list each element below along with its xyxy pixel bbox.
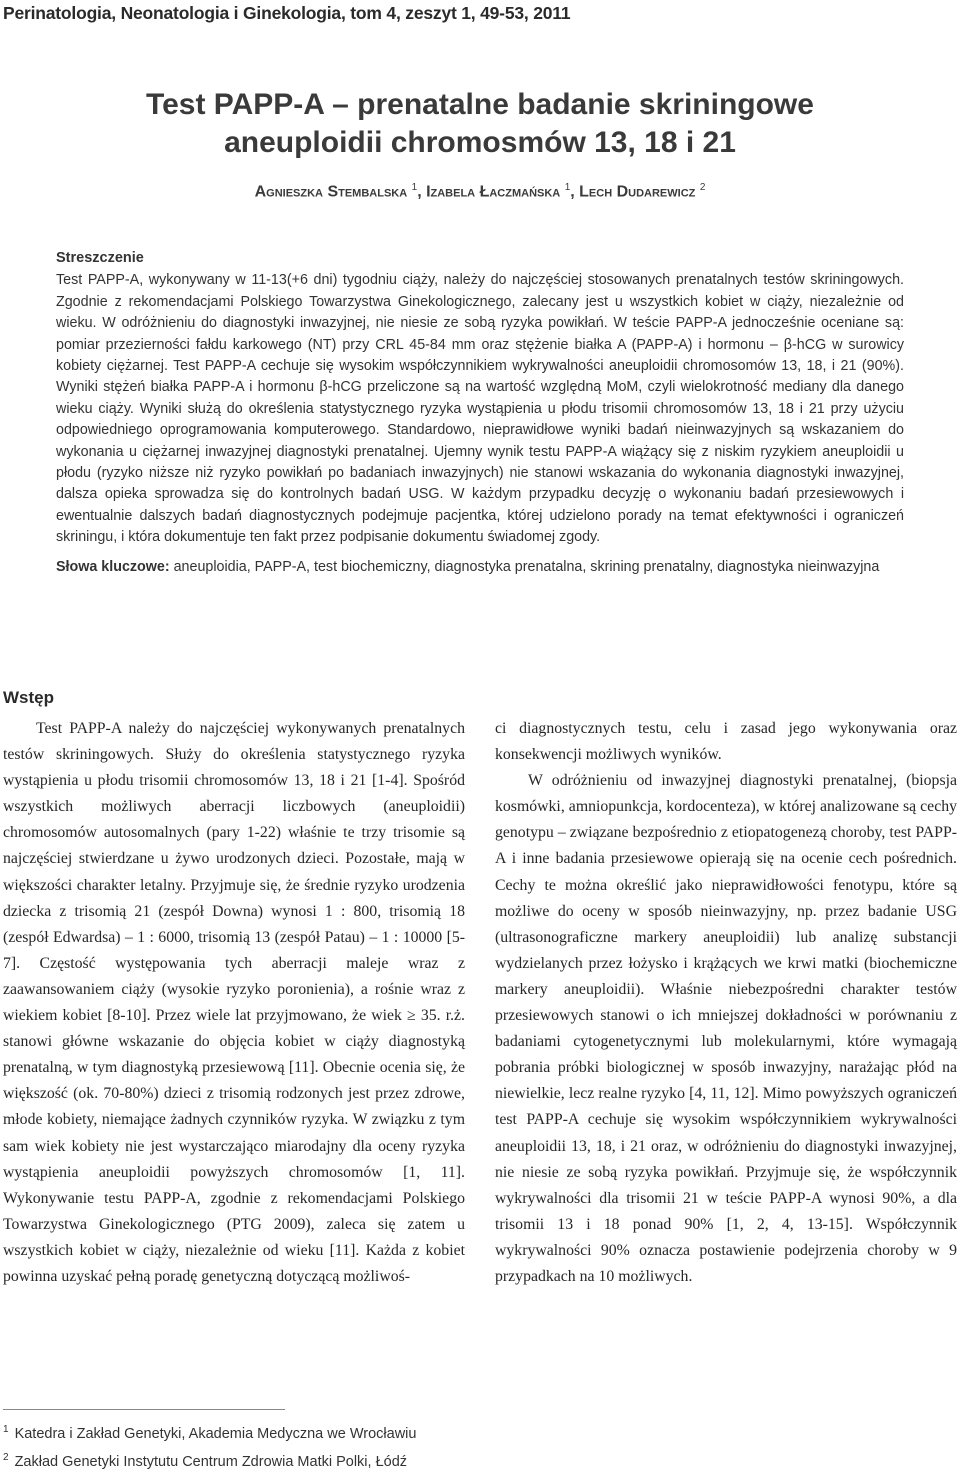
footnotes bbox=[3, 1418, 703, 1474]
body-column-right bbox=[495, 716, 957, 1290]
article-title bbox=[100, 86, 860, 162]
author-affiliation-mark: 2 bbox=[699, 182, 706, 193]
title-line-1: Test PAPP-A – prenatalne badanie skriningowe bbox=[146, 88, 814, 121]
abstract-body: Test PAPP-A, wykonywany w 11-13(+6 dni) tygodniu ciąży, należy do najczęściej stosowanych prenatalnych testów skriningowych. Zgodnie z rekomendacjami Polskiego Towarzystwa Ginekologicznego, zalecany jest u wszystkich kobiet w ciąży, niezależnie od wieku. W odróżnieniu do diagnostyki inwazyjnej, nie niesie ze sobą ryzyka powikłań. W teście PAPP-A jednocześnie oceniane są: pomiar przezierności fałdu karkowego (NT) przy CRL 45-84 mm oraz stężenie białka A (PAPP-A) i hormonu – β-hCG w surowicy kobiety ciężarnej. Test PAPP-A cechuje się wysokim współczynnikiem wykrywalności aneuploidii chromosomów 13, 18, i 21 (90%). Wyniki stężeń białka PAPP-A i hormonu β-hCG przeliczone są na wartość względną MoM, czyli wielokrotność mediany dla danego wieku ciąży. Wyniki służą do określenia statystycznego ryzyka wystąpienia u płodu trisomii chromosomów 13, 18 i 21 przy użyciu odpowiedniego oprogramowania komputerowego. Standardowo, nieprawidłowe wyniki badań nieinwazyjnych są wskazaniem do wykonania u ciężarnej inwazyjnej diagnostyki prenatalnej. Ujemny wynik testu PAPP-A wiążący się z niskim ryzykiem aneuploidii u płodu (ryzyko niższe niż ryzyko powikłań po badaniach inwazyjnych) nie stanowi wskazania do wykonania diagnostyki inwazyjnej, dalsza opieka sprowadza się do kontrolnych badań USG. W każdym przypadku decyzję o wykonaniu badań przesiewowych i ewentualnie dalszych badań diagnostycznych podejmuje pacjentka, której udzielono porady na temat efektywności i ograniczeń skriningu, i która dokumentuje ten fakt przez podpisanie dokumentu świadomej zgody. bbox=[56, 272, 904, 546]
footnote-mark: 2 bbox=[3, 1451, 9, 1463]
footnote bbox=[3, 1446, 703, 1474]
paragraph: ci diagnostycznych testu, celu i zasad jego wykonywania oraz konsekwencji możliwych wyników. bbox=[495, 720, 957, 764]
footnote-text: Zakład Genetyki Instytutu Centrum Zdrowia Matki Polki, Łódź bbox=[14, 1453, 408, 1470]
paragraph: W odróżnieniu od inwazyjnej diagnostyki prenatalnej, (biopsja kosmówki, amniopunkcja, kordocenteza), w której analizowane są cechy genotypu – związane bezpośrednio z etiopatogenezą choroby, test PAPP-A i inne badania przesiewowe opierają się na ocenie cech pośrednich. Cechy te można określić jako nieprawidłowości fenotypu, które są możliwe do oceny w sposób nieinwazyjny, np. przez badanie USG (ultrasonograficzne markery aneuploidii) lub analizę substancji wydzielanych przez łożysko i krążących we krwi matki (biochemiczne markery aneuploidii). Właśnie niebezpośredni charakter testów przesiewowych stanowi o ich mniejszej dokładności w porównaniu z badaniami cytogenetycznymi lub molekularnymi, które wymagają pobrania próbki biologicznej w sposób inwazyjny, narażając płód na niewielkie, lecz realne ryzyko [4, 11, 12]. Mimo powyższych ograniczeń test PAPP-A cechuje się wysokim współczynnikiem wykrywalności aneuploidii 13, 18, i 21 oraz, w odróżnieniu do diagnostyki inwazyjnej, nie niesie ze sobą ryzyka powikłań. Przyjmuje się, że współczynnik wykrywalności dla trisomii 21 w teście PAPP-A wynosi 90%, a dla trisomii 13 i 18 ponad 90% [1, 2, 4, 13-15]. Współczynnik wykrywalności 90% oznacza postawienie podejrzenia choroby w 9 przypadkach na 10 możliwych. bbox=[495, 772, 957, 1285]
author-name: Agnieszka Stembalska bbox=[254, 183, 408, 201]
author-name: Lech Dudarewicz bbox=[579, 183, 696, 201]
author-affiliation-mark: 1 bbox=[564, 182, 571, 193]
footnote-divider bbox=[3, 1409, 285, 1410]
footnote bbox=[3, 1418, 703, 1446]
abstract-heading: Streszczenie bbox=[56, 250, 144, 266]
footnote-mark: 1 bbox=[3, 1424, 9, 1435]
keywords-label: Słowa kluczowe: bbox=[56, 558, 170, 575]
title-line-2: aneuploidii chromosmów 13, 18 i 21 bbox=[224, 126, 736, 159]
journal-header: Perinatologia, Neonatologia i Ginekologia, tom 4, zeszyt 1, 49-53, 2011 bbox=[3, 3, 571, 23]
section-heading: Wstęp bbox=[3, 688, 54, 707]
keywords bbox=[56, 557, 904, 578]
author-affiliation-mark: 1 bbox=[411, 182, 418, 193]
abstract bbox=[56, 248, 904, 578]
author-list: Agnieszka Stembalska $^1$, Izabela Łaczmańska $^1$, Lech Dudarewicz $^2$ bbox=[254, 182, 706, 201]
body-column-left bbox=[3, 716, 465, 1290]
keywords-text: aneuploidia, PAPP-A, test biochemiczny, diagnostyka prenatalna, skrining prenatalny, diagnostyka nieinwazyjna bbox=[173, 558, 880, 575]
author-name: Izabela Łaczmańska bbox=[426, 183, 561, 201]
paragraph: Test PAPP-A należy do najczęściej wykonywanych prenatalnych testów skriningowych. Służy do określenia statystycznego ryzyka wystąpienia u płodu trisomii chromosomów 13, 18 i 21 [1-4]. Spośród wszystkich możliwych aberracji liczbowych (aneuploidii) chromosomów autosomalnych (pary 1-22) właśnie te trzy trisomie są najczęściej stwierdzane u żywo urodzonych dzieci. Pozostałe, mają w większości charakter letalny. Przyjmuje się, że średnie ryzyko urodzenia dziecka z trisomią 21 (zespół Downa) wynosi 1 : 800, trisomią 18 (zespół Edwardsa) – 1 : 6000, trisomią 13 (zespół Patau) – 1 : 10000 [5-7]. Częstość występowania tych aberracji maleje wraz z zaawansowaniem ciąży (wysokie ryzyko poronienia), a rośnie wraz z wiekiem kobiet [8-10]. Przez wiele lat przyjmowano, że wiek ≥ 35. r.ż. stanowi główne wskazanie do objęcia kobiet w ciąży diagnostyką prenatalną, w tym diagnostyką przesiewową [11]. Obecnie ocenia się, że większość (ok. 70-80%) dzieci z trisomią rodzonych jest przez zdrowe, młode kobiety, niemające żadnych czynników ryzyka. W związku z tym sam wiek kobiety nie jest wystarczająco miarodajny dla oceny ryzyka wystąpienia aneuploidii powyższych chromosomów [1, 11]. Wykonywanie testu PAPP-A, zgodnie z rekomendacjami Polskiego Towarzystwa Ginekologicznego (PTG 2009), zaleca się zatem u wszystkich kobiet w ciąży, niezależnie od wieku [11]. Każda z kobiet powinna uzyskać pełną poradę genetyczną dotyczącą możliwoś- bbox=[3, 720, 465, 1285]
footnote-text: Katedra i Zakład Genetyki, Akademia Medyczna we Wrocławiu bbox=[14, 1425, 417, 1442]
